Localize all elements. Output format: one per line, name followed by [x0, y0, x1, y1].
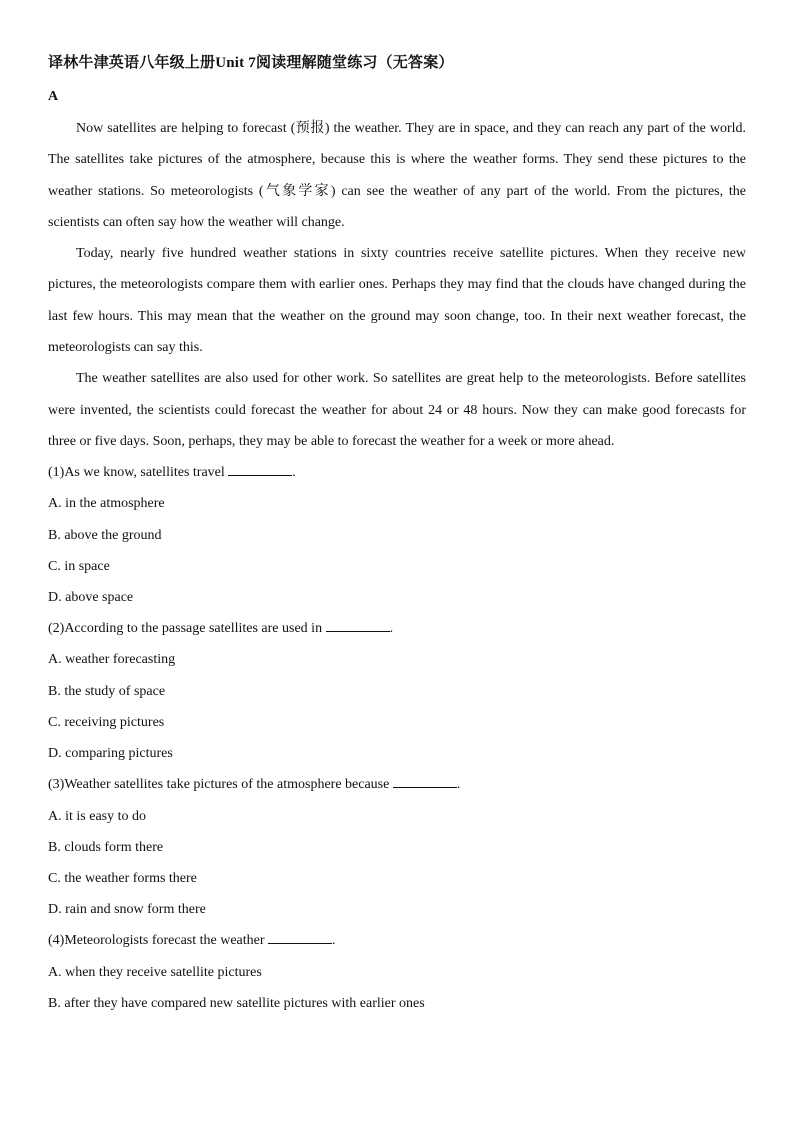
- question-3: [48, 769, 746, 925]
- question-stem: (3)Weather satellites take pictures of the atmosphere because .: [48, 777, 461, 793]
- option-c: C. the weather forms there: [48, 870, 197, 886]
- option-a: A. weather forecasting: [48, 652, 176, 668]
- section-label: A: [48, 89, 59, 104]
- option-d: D. comparing pictures: [48, 746, 173, 762]
- document-title: 译林牛津英语八年级上册Unit 7阅读理解随堂练习（无答案）: [48, 55, 454, 71]
- passage-paragraph-2: Today, nearly five hundred weather stations in sixty countries receive satellite pictures. When they receive new pictures, the meteorologists compare them with earlier ones. Perhaps they may find that the clouds have changed during the last few hours. This may mean that the weather on the ground may soon change, too. In their next weather forecast, the meteorologists can say this.: [48, 246, 746, 356]
- passage-paragraph-1: Now satellites are helping to forecast (预报) the weather. They are in space, and they can reach any part of the world. The satellites take pictures of the atmosphere, because this is where the weather forms. They send these pictures to the weather stations. So meteorologists (气象学家) can see the weather of any part of the world. From the pictures, the scientists can often say how the weather will change.: [48, 121, 746, 230]
- question-1: [48, 457, 746, 613]
- option-c: C. in space: [48, 558, 110, 574]
- option-b: B. the study of space: [48, 683, 166, 699]
- question-stem: (2)According to the passage satellites are used in .: [48, 621, 394, 637]
- option-d: D. rain and snow form there: [48, 902, 206, 918]
- question-stem: (4)Meteorologists forecast the weather .: [48, 933, 336, 949]
- answer-blank: [228, 463, 292, 476]
- option-b: B. above the ground: [48, 527, 162, 543]
- passage-paragraph-3: The weather satellites are also used for other work. So satellites are great help to the meteorologists. Before satellites were invented, the scientists could forecast the weather for about 24 or 48 hours. Now they can make good forecasts for three or five days. Soon, perhaps, they may be able to forecast the weather for a week or more ahead.: [48, 371, 746, 449]
- option-a: A. when they receive satellite pictures: [48, 964, 262, 980]
- option-b: B. after they have compared new satellite pictures with earlier ones: [48, 995, 425, 1011]
- question-4: [48, 925, 746, 1019]
- document-page: [48, 52, 746, 1019]
- option-c: C. receiving pictures: [48, 714, 165, 730]
- option-d: D. above space: [48, 590, 134, 606]
- answer-blank: [393, 775, 457, 788]
- reading-passage: [48, 113, 746, 457]
- option-a: A. in the atmosphere: [48, 496, 165, 512]
- answer-blank: [326, 619, 390, 632]
- question-list: [48, 457, 746, 1019]
- option-a: A. it is easy to do: [48, 808, 146, 824]
- question-stem: (1)As we know, satellites travel .: [48, 465, 296, 481]
- answer-blank: [268, 931, 332, 944]
- option-b: B. clouds form there: [48, 839, 164, 855]
- question-2: [48, 613, 746, 769]
